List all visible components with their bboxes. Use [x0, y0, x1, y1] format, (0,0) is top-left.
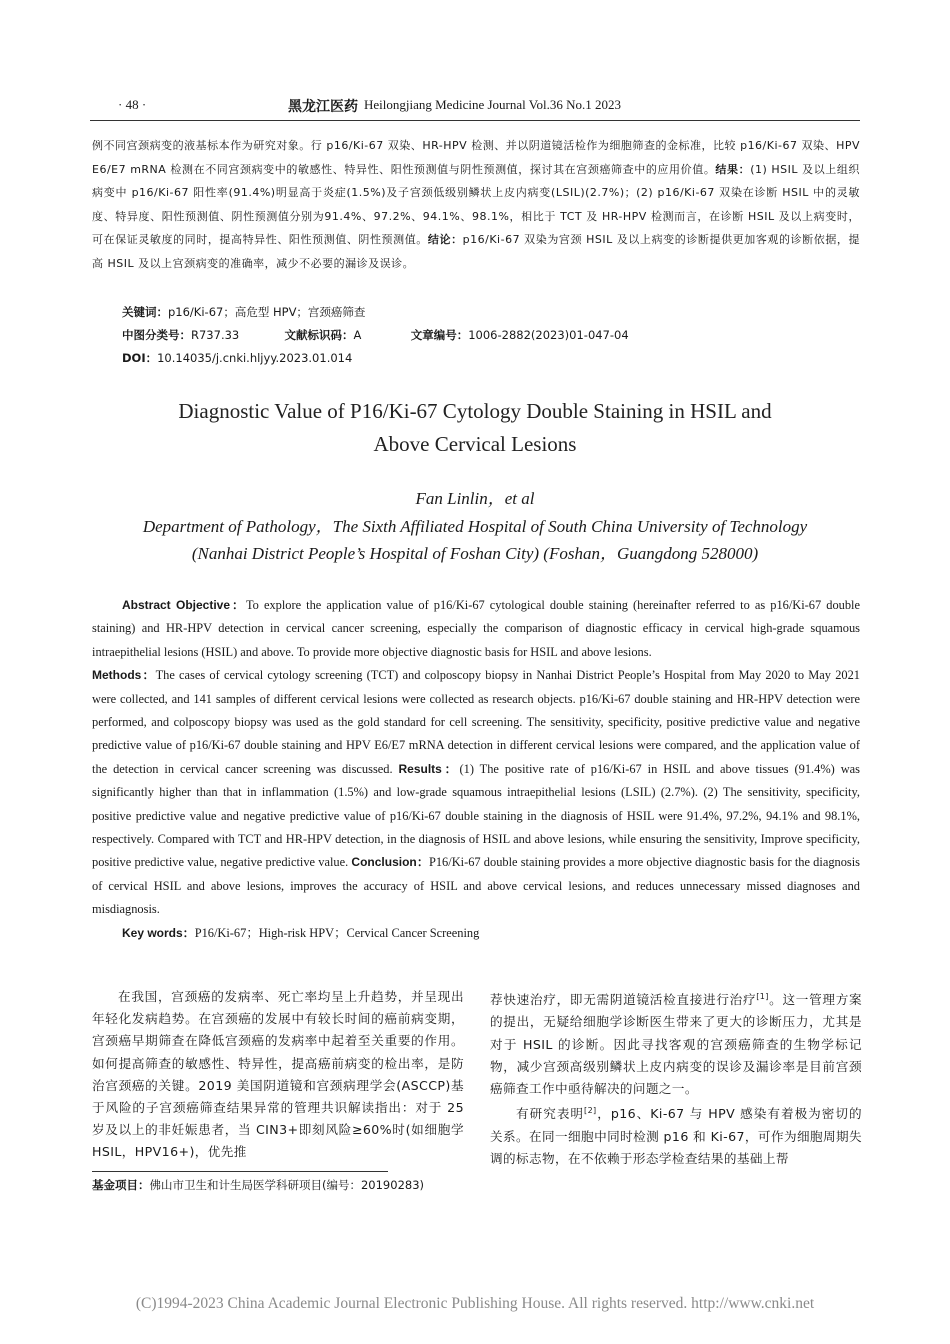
conclusion-label: Conclusion：: [351, 855, 429, 870]
citation: [2]: [584, 1106, 597, 1116]
cn-abstract-intro: 例不同宫颈病变的液基标本作为研究对象。行 p16/Ki-67 双染、HR-HPV 检测、并以阴道镜活检作为细胞筛查的金标准，比较 p16/Ki-67 双染、HPV E6/E7 mRNA 检测在不同宫颈病变中的敏感性、特异性、阳性预测值与阴性预测值，探讨其在宫颈癌筛查中的应用价值。: [92, 139, 860, 176]
conclusion-text: P16/Ki-67 double staining provides a more objective diagnostic basis for the diagnosis of cervical HSIL and above lesions, improves the accuracy of HSIL and above cervical lesions, and reduces unnecessary missed diagnoses and misdiagnosis.: [92, 855, 860, 917]
keywords-value: p16/Ki-67；高危型 HPV；宫颈癌筛查: [168, 305, 366, 319]
results-label: Results：: [398, 761, 460, 776]
english-title: [80, 395, 870, 461]
chinese-abstract: [92, 134, 860, 275]
keywords-label: 关键词：: [122, 305, 168, 319]
clc-value: R737.33: [191, 328, 240, 342]
affiliation: [80, 513, 870, 567]
funding-text: 佛山市卫生和计生局医学科研项目(编号：20190283): [149, 1178, 425, 1192]
en-keywords-value: P16/Ki-67；High-risk HPV；Cervical Cancer Screening: [194, 925, 480, 940]
title-line-2: Above Cervical Lesions: [373, 432, 577, 456]
clc-label: 中图分类号：: [122, 328, 191, 342]
cn-conclusion-text: p16/Ki-67 双染为宫颈 HSIL 及以上病变的诊断提供更加客观的诊断依据，提高 HSIL 及以上宫颈病变的准确率，减少不必要的漏诊及误诊。: [92, 233, 861, 270]
doi-value: 10.14035/j.cnki.hljyy.2023.01.014: [157, 351, 353, 365]
english-abstract: [92, 594, 860, 945]
cn-results-text: (1) HSIL 及以上组织病变中 p16/Ki-67 阳性率(91.4%)明显高于炎症(1.5%)及子宫颈低级别鳞状上皮内病变(LSIL)(2.7%)；(2) p16/Ki-67 双染在诊断 HSIL 中的灵敏度、特异度、阳性预测值、阴性预测值分别为91.4%、97.2%、94.1%、98.1%，相比于 TCT 及 HR-HPV 检测而言，在诊断 HSIL 及以上病变时，可在保证灵敏度的同时，提高特异性、阳性预测值、阴性预测值。: [92, 162, 860, 246]
objective-text: To explore the application value of p16/Ki-67 cytological double staining (hereinafter referred to as p16/Ki-67 double staining) and HR-HPV detection in cervical cancer screening, especially the comparison of diagnostic efficacy in cervical high-grade squamous intraepithelial lesions (HSIL) and above. To provide more objective diagnostic basis for HSIL and above lesions.: [92, 598, 860, 659]
doc-code-value: A: [353, 328, 362, 342]
objective-label: Abstract Objective：: [122, 598, 246, 612]
methods-text: The cases of cervical cytology screening (TCT) and colposcopy biopsy in Nanhai District People’s Hospital from May 2020 to May 2021 were collected, and 141 samples of different cervical lesions were collected as research objects. p16/Ki-67 double staining and HR-HPV detection were performed, and colposcopy biopsy was used as the gold standard for cell screening. The sensitivity, specificity, positive predictive value and negative predictive value of p16/Ki-67 double staining and HPV E6/E7 mRNA detection in different cervical lesions were compared, and the application value of the detection in cervical cancer screening was discussed.: [92, 668, 860, 776]
keywords-cn: [122, 304, 365, 320]
author: Fan Linlin，et al: [415, 489, 535, 508]
page-number: · 48 ·: [118, 97, 147, 112]
body-paragraph: [490, 986, 862, 1100]
article-no-label: 文章编号：: [410, 328, 469, 342]
footnote-rule: [92, 1171, 388, 1172]
journal-name-cn: 黑龙江医药: [288, 99, 358, 115]
doi-label: DOI：: [122, 351, 158, 365]
cn-conclusion-label: 结论：: [427, 233, 463, 246]
citation: [1]: [756, 992, 769, 1001]
paragraph-text: ，p16、Ki-67 与 HPV 感染有着极为密切的关系。在同一细胞中同时检测 p16 和 Ki-67，可作为细胞周期失调的标志物，在不依赖于形态学检查结果的基础上帮: [490, 1106, 862, 1166]
affiliation-line-1: Department of Pathology，The Sixth Affiliated Hospital of South China University of Technology: [142, 517, 808, 536]
copyright-watermark: (C)1994-2023 China Academic Journal Electronic Publishing House. All rights reserved. http://www.cnki.net: [135, 1295, 815, 1312]
funding-label: 基金项目：: [92, 1178, 150, 1192]
classification-line: [122, 327, 629, 343]
body-paragraph: [490, 1100, 862, 1170]
methods-label: Methods：: [92, 668, 156, 683]
body-paragraph: 在我国，宫颈癌的发病率、死亡率均呈上升趋势，并呈现出年轻化发病趋势。在宫颈癌的发展中有较长时间的癌前病变期，宫颈癌早期筛查在降低宫颈癌的发病率中起着至关重要的作用。如何提高筛查的敏感性、特异性，提高癌前病变的检出率，是防治宫颈癌的关键。2019 美国阴道镜和宫颈病理学会(ASCCP)基于风险的子宫颈癌筛查结果异常的管理共识解读指出：对于 25 岁及以上的非妊娠患者，当 CIN3+即刻风险≥60%时(如细胞学 HSIL，HPV16+)，优先推: [92, 989, 464, 1160]
paragraph-text: 有研究表明: [516, 1106, 585, 1122]
paragraph-text: 荐快速治疗，即无需阴道镜活检直接进行治疗: [490, 992, 757, 1008]
body-right-column: [490, 986, 862, 1170]
journal-info: Heilongjiang Medicine Journal Vol.36 No.1 2023: [364, 97, 621, 112]
cn-results-label: 结果：: [715, 162, 751, 176]
results-text: (1) The positive rate of p16/Ki-67 in HSIL and above tissues (91.4%) was significantly higher than that in inflammation (1.5%) and low-grade squamous intraepithelial lesions (LSIL) (2.7%). (2) The sensitivity, specificity, positive predictive value and negative predictive value of p16/Ki-67 double staining in the diagnosis of HSIL were 91.4%, 97.2%, 94.1% and 98.1%, respectively. Compared with TCT and HR-HPV detection, in the diagnosis of HSIL and above lesions, while ensuring the sensitivity, Improve specificity, positive predictive value, negative predictive value.: [92, 761, 860, 870]
article-no-value: 1006-2882(2023)01-047-04: [468, 328, 629, 342]
title-line-1: Diagnostic Value of P16/Ki-67 Cytology Double Staining in HSIL and: [178, 399, 772, 423]
en-keywords-label: Key words：: [122, 925, 195, 940]
doi-line: [122, 350, 352, 366]
paragraph-text: 。这一管理方案的提出，无疑给细胞学诊断医生带来了更大的诊断压力，尤其是对于 HSIL 的诊断。因此寻找客观的宫颈癌筛查的生物学标记物，减少宫颈高级别鳞状上皮内病变的误诊及漏诊率是目前宫颈癌筛查工作中亟待解决的问题之一。: [490, 992, 863, 1096]
doc-code-label: 文献标识码：: [284, 328, 354, 342]
header-rule: [90, 120, 860, 121]
body-left-column: [92, 986, 464, 1164]
affiliation-line-2: (Nanhai District People’s Hospital of Foshan City) (Foshan，Guangdong 528000): [191, 544, 759, 563]
funding-note: [92, 1177, 424, 1193]
